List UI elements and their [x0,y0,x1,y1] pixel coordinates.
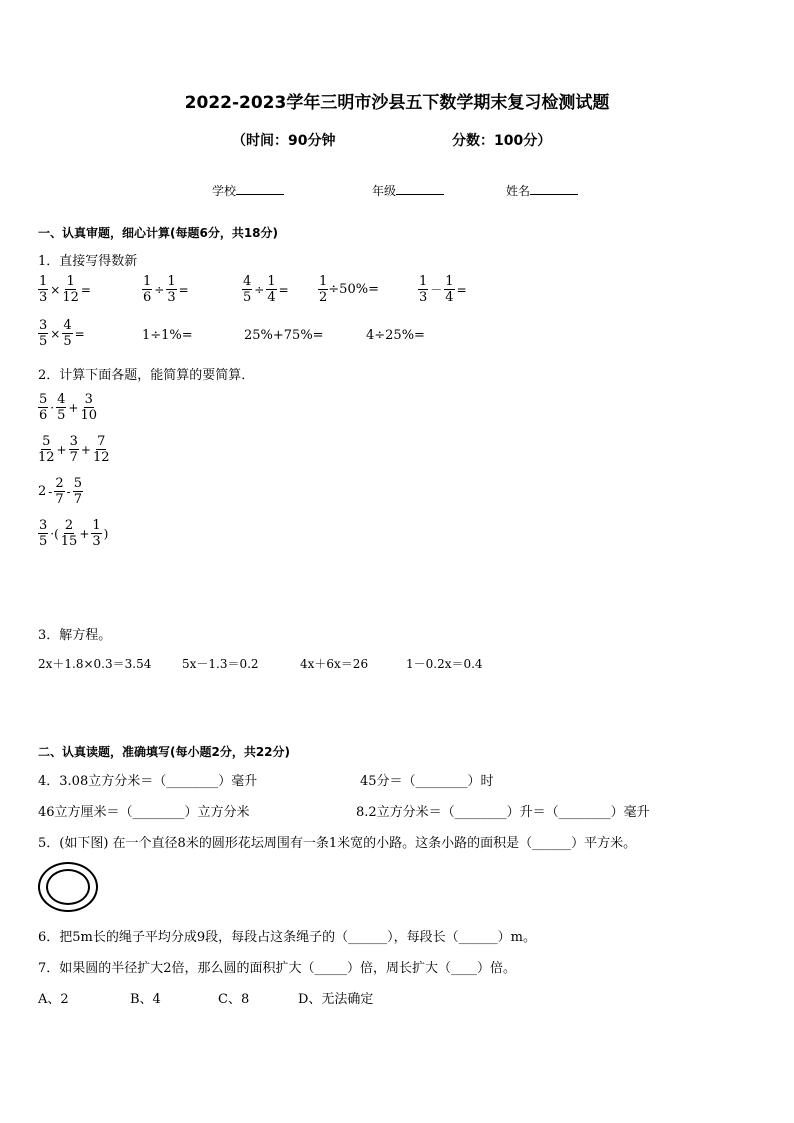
q1-item-4: $\frac{1}{2}$ ÷50%= [319,274,379,305]
q1-item-5: $\frac{1}{3}$ － $\frac{1}{4}$ = [419,274,467,305]
equation-2: 5x－1.3＝0.2 [182,657,259,671]
q1-item-1: $\frac{1}{3}$ × $\frac{1}{12}$ = [39,274,91,305]
option-a: A、2 [38,992,69,1007]
q2-expr-1: $\frac{5}{6}$ · $\frac{4}{5}$ + $\frac{3}{10}$ [39,392,97,423]
name-field: 姓名 [506,182,578,199]
grade-field: 年级 [372,182,444,199]
equation-3: 4x＋6x＝26 [300,657,369,671]
section-1-heading: 一、认真审题，细心计算(每题6分，共18分) [38,226,279,240]
school-field: 学校 [212,182,284,199]
q1-item-9: 4÷25%= [366,328,425,343]
q1-item-8: 25%+75%= [244,328,324,343]
section-2-heading: 二、认真读题，准确填写(每小题2分，共22分) [38,745,291,759]
question-5: 5．(如下图) 在一个直径8米的圆形花坛周围有一条1米宽的小路。这条小路的面积是（______）平方米。 [38,836,637,851]
question-2: 2．计算下面各题，能简算的要简算． [38,368,255,383]
q1-item-3: $\frac{4}{5}$ ÷ $\frac{1}{4}$ = [243,274,289,305]
equation-1: 2x＋1.8×0.3＝3.54 [38,657,152,671]
equation-4: 1－0.2x＝0.4 [406,657,483,671]
score-label: 分数：100分） [452,133,552,149]
question-1: 1．直接写得数新 [38,254,138,269]
option-c: C、8 [218,992,250,1007]
question-4b: 45分＝（________）时 [360,774,494,789]
question-3: 3．解方程。 [38,628,112,643]
q2-expr-2: $\frac{5}{12}$ + $\frac{3}{7}$ + $\frac{7}{12}$ [38,434,110,465]
q2-expr-3: 2 - $\frac{2}{7}$ - $\frac{5}{7}$ [38,476,82,507]
option-b: B、4 [130,992,161,1007]
inner-circle-figure [46,869,90,905]
question-7: 7．如果圆的半径扩大2倍，那么圆的面积扩大（_____）倍，周长扩大（____）倍。 [38,961,517,976]
q1-item-2: $\frac{1}{6}$ ÷ $\frac{1}{3}$ = [143,274,189,305]
q1-item-7: 1÷1%= [142,328,193,343]
question-4d: 8.2立方分米＝（________）升＝（________）毫升 [356,805,650,820]
question-4a: 4．3.08立方分米＝（________）毫升 [38,774,258,789]
question-6: 6．把5m长的绳子平均分成9段，每段占这条绳子的（______），每段长（______）m。 [38,930,536,945]
page-title: 2022-2023学年三明市沙县五下数学期末复习检测试题 [184,93,610,113]
q2-expr-4: $\frac{3}{5}$ ·( $\frac{2}{15}$ + $\frac{1}{3}$ ) [39,518,109,549]
q1-item-6: $\frac{3}{5}$ × $\frac{4}{5}$ = [39,318,85,349]
option-d: D、无法确定 [298,992,374,1007]
time-label: （时间：90分钟 [232,133,336,149]
question-4c: 46立方厘米＝（________）立方分米 [38,805,250,820]
